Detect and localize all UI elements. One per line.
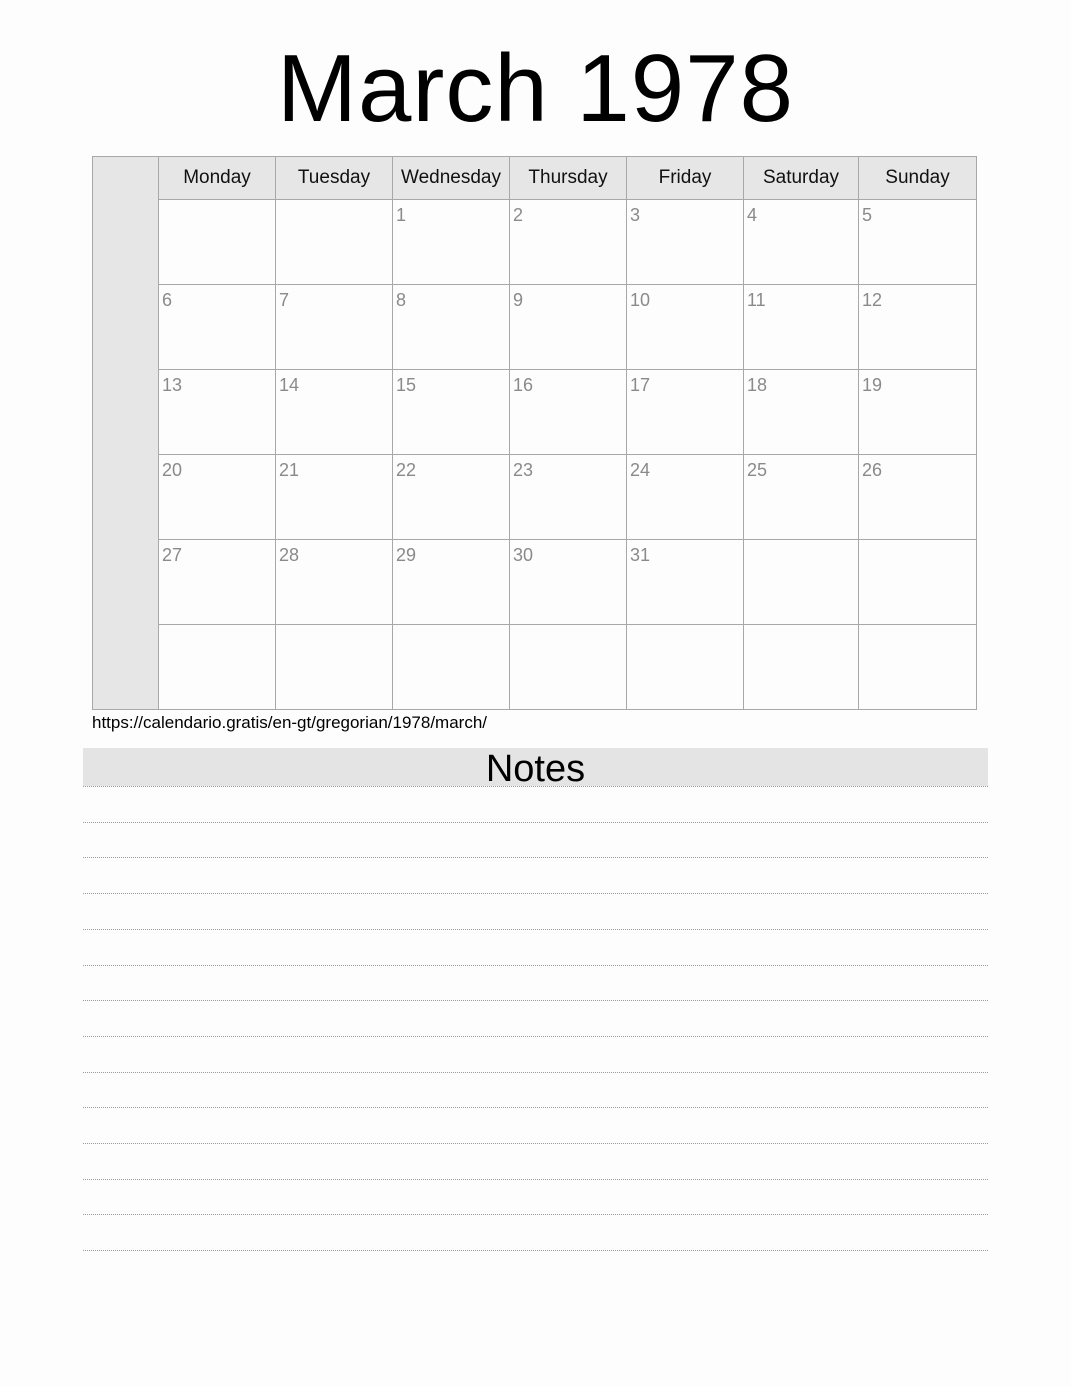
day-number: 12 [862, 290, 883, 310]
day-number: 25 [747, 460, 768, 480]
day-cell [859, 625, 976, 710]
day-cell [393, 540, 510, 625]
weekday-header: Thursday [510, 157, 627, 200]
day-cell [859, 285, 976, 370]
day-number: 18 [747, 375, 768, 395]
day-cell [510, 200, 627, 285]
day-cell [744, 285, 859, 370]
day-number: 3 [630, 205, 641, 225]
day-number: 24 [630, 460, 651, 480]
note-line [83, 965, 988, 966]
week-number-column [93, 157, 159, 709]
page-title: March 1978 [277, 35, 794, 142]
calendar-grid [159, 157, 976, 709]
day-number: 19 [862, 375, 883, 395]
day-number: 14 [279, 375, 300, 395]
day-cell [159, 285, 276, 370]
day-cell [276, 540, 393, 625]
day-cell [159, 625, 276, 710]
day-number: 31 [630, 545, 651, 565]
day-cell [159, 455, 276, 540]
weekday-header: Wednesday [393, 157, 510, 200]
day-cell [859, 455, 976, 540]
day-number: 17 [630, 375, 651, 395]
day-number: 9 [513, 290, 524, 310]
day-cell [393, 370, 510, 455]
day-number: 20 [162, 460, 183, 480]
note-line [83, 1107, 988, 1108]
day-cell [859, 540, 976, 625]
day-cell [744, 200, 859, 285]
day-number: 27 [162, 545, 183, 565]
day-cell [744, 370, 859, 455]
day-number: 8 [396, 290, 407, 310]
day-number: 11 [747, 290, 766, 310]
note-line [83, 929, 988, 930]
note-line [83, 1250, 988, 1251]
day-number: 2 [513, 205, 524, 225]
day-number: 23 [513, 460, 534, 480]
day-number: 22 [396, 460, 417, 480]
day-cell [627, 625, 744, 710]
day-cell [744, 455, 859, 540]
day-cell [627, 285, 744, 370]
day-cell [744, 625, 859, 710]
day-number: 28 [279, 545, 300, 565]
day-number: 15 [396, 375, 417, 395]
day-cell [510, 370, 627, 455]
day-number: 21 [279, 460, 300, 480]
note-line [83, 1179, 988, 1180]
day-number: 4 [747, 205, 758, 225]
day-cell [393, 625, 510, 710]
source-url: https://calendario.gratis/en-gt/gregorian/1978/march/ [92, 713, 488, 732]
day-cell [627, 540, 744, 625]
day-cell [276, 625, 393, 710]
day-number: 30 [513, 545, 534, 565]
weekday-header: Saturday [744, 157, 859, 200]
day-cell [510, 455, 627, 540]
note-line [83, 1000, 988, 1001]
day-cell [859, 200, 976, 285]
day-number: 13 [162, 375, 183, 395]
note-line [83, 1036, 988, 1037]
day-cell [393, 285, 510, 370]
day-cell [627, 200, 744, 285]
weekday-header: Monday [159, 157, 276, 200]
day-cell [159, 370, 276, 455]
day-cell [510, 285, 627, 370]
note-line [83, 822, 988, 823]
notes-heading: Notes [83, 748, 988, 786]
day-cell [276, 285, 393, 370]
day-cell [627, 455, 744, 540]
month-calendar [92, 156, 977, 710]
day-cell [276, 455, 393, 540]
day-number: 5 [862, 205, 873, 225]
day-cell [276, 200, 393, 285]
day-number: 29 [396, 545, 417, 565]
day-cell [510, 625, 627, 710]
note-line [83, 1143, 988, 1144]
weekday-header: Friday [627, 157, 744, 200]
weekday-header: Sunday [859, 157, 976, 200]
day-number: 16 [513, 375, 534, 395]
note-line [83, 786, 988, 787]
day-cell [159, 200, 276, 285]
note-line [83, 857, 988, 858]
day-cell [744, 540, 859, 625]
day-cell [627, 370, 744, 455]
day-number: 10 [630, 290, 651, 310]
weekday-header: Tuesday [276, 157, 393, 200]
day-cell [159, 540, 276, 625]
day-number: 6 [162, 290, 173, 310]
day-number: 1 [396, 205, 407, 225]
day-cell [393, 200, 510, 285]
day-number: 7 [279, 290, 290, 310]
day-number: 26 [862, 460, 883, 480]
day-cell [393, 455, 510, 540]
day-cell [276, 370, 393, 455]
note-line [83, 1214, 988, 1215]
note-line [83, 893, 988, 894]
day-cell [510, 540, 627, 625]
day-cell [859, 370, 976, 455]
note-line [83, 1072, 988, 1073]
